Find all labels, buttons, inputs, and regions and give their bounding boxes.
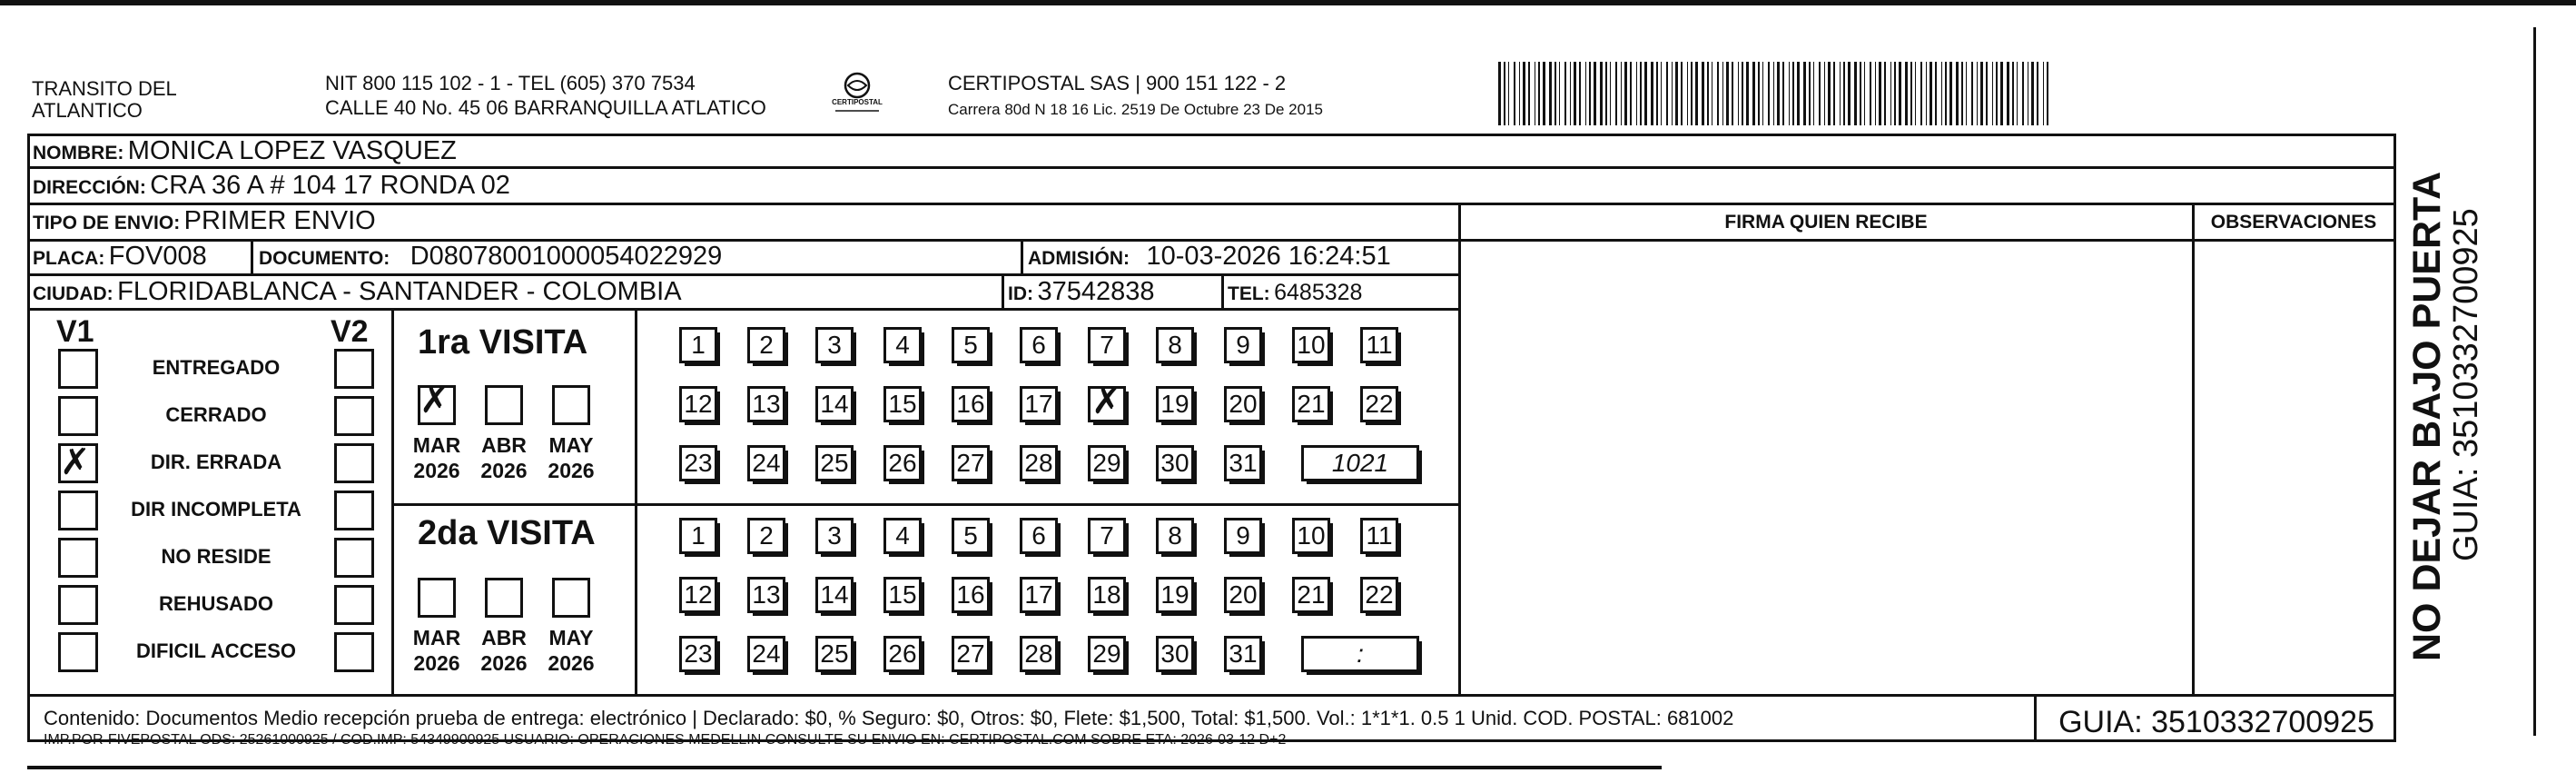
v2-checkbox[interactable]: [334, 538, 374, 578]
v1-checkbox[interactable]: [58, 632, 98, 672]
first-day-box[interactable]: 23: [679, 445, 717, 481]
first-month-box[interactable]: [552, 385, 590, 425]
v1-checkbox[interactable]: [58, 538, 98, 578]
id-label: ID:: [1008, 283, 1033, 304]
first-month-box[interactable]: [485, 385, 523, 425]
first-day-box[interactable]: 20: [1224, 386, 1262, 422]
v1-checkbox[interactable]: [58, 585, 98, 625]
first-day-box[interactable]: 12: [679, 386, 717, 422]
side-warning: NO DEJAR BAJO PUERTA: [2405, 171, 2449, 661]
footer-line2: IMP.POR-FIVEPOSTAL ODS: 25261000925 / COD.IMP: 54349900925 USUARIO: OPERACIONES MEDELLIN CONSULTE SU ENVIO EN: CERTIPOSTAL.COM SOBRE ETA: 2026-03-12 D+2: [44, 732, 1287, 748]
first-day-box[interactable]: 28: [1020, 445, 1058, 481]
first-day-box[interactable]: 8: [1156, 327, 1194, 363]
v2-checkbox[interactable]: [334, 632, 374, 672]
id-field: [1008, 277, 1154, 307]
second-day-box[interactable]: 24: [747, 636, 785, 672]
placa-value: FOV008: [108, 242, 207, 271]
v2-checkbox[interactable]: [334, 585, 374, 625]
second-day-box[interactable]: 17: [1020, 577, 1058, 613]
second-day-box[interactable]: 25: [815, 636, 854, 672]
second-day-box[interactable]: 26: [883, 636, 922, 672]
divider: [2192, 205, 2195, 694]
admision-value: 10-03-2026 16:24:51: [1146, 242, 1391, 271]
second-month-box[interactable]: [418, 578, 456, 618]
ciudad-value: FLORIDABLANCA - SANTANDER - COLOMBIA: [117, 277, 682, 306]
scan-edge-right: [2533, 27, 2536, 736]
first-day-box[interactable]: 5: [952, 327, 990, 363]
barcode: [1498, 62, 2052, 125]
second-month-box[interactable]: [552, 578, 590, 618]
second-day-box[interactable]: 5: [952, 518, 990, 554]
divider: [391, 503, 1461, 506]
courier-line2: Carrera 80d N 18 16 Lic. 2519 De Octubre 23 De 2015: [948, 101, 1323, 118]
second-day-box[interactable]: 21: [1292, 577, 1330, 613]
documento-label: DOCUMENTO:: [259, 248, 390, 269]
second-day-box[interactable]: 23: [679, 636, 717, 672]
first-day-box[interactable]: 9: [1224, 327, 1262, 363]
status-label: ENTREGADO: [152, 356, 281, 379]
first-visit-title: 1ra VISITA: [418, 323, 588, 362]
direccion-value: CRA 36 A # 104 17 RONDA 02: [150, 171, 510, 200]
first-day-box[interactable]: 30: [1156, 445, 1194, 481]
second-day-box[interactable]: 28: [1020, 636, 1058, 672]
second-day-box[interactable]: 10: [1292, 518, 1330, 554]
footer-line1: Contenido: Documentos Medio recepción prueba de entrega: electrónico | Declarado: $0, % Seguro: $0, Otros: $0, Flete: $1,500, Total: $1,500. Vol.: 1*1*1. 0.5 1 Unid. COD. POSTAL: 681002: [44, 707, 1734, 729]
first-day-box[interactable]: 31: [1224, 445, 1262, 481]
first-day-box[interactable]: 16: [952, 386, 990, 422]
first-day-box[interactable]: 3: [815, 327, 854, 363]
second-day-box[interactable]: 31: [1224, 636, 1262, 672]
org-name-line2: ATLANTICO: [32, 99, 143, 122]
second-day-box[interactable]: 7: [1088, 518, 1126, 554]
first-day-box[interactable]: 27: [952, 445, 990, 481]
divider: [635, 308, 637, 694]
second-month-label: MAY 2026: [548, 626, 595, 675]
divider: [27, 694, 2396, 697]
second-day-box[interactable]: 29: [1088, 636, 1126, 672]
second-day-box[interactable]: 18: [1088, 577, 1126, 613]
second-month-label: MAR 2026: [412, 626, 461, 675]
nombre-label: NOMBRE:: [33, 143, 124, 164]
first-day-box[interactable]: 1: [679, 327, 717, 363]
logo-text: CERTIPOSTAL: [832, 98, 883, 106]
admision-field: [1028, 242, 1391, 272]
first-day-box[interactable]: 7: [1088, 327, 1126, 363]
second-day-box[interactable]: 27: [952, 636, 990, 672]
divider: [251, 239, 253, 273]
documento-value: D08078001000054022929: [410, 242, 723, 271]
scan-edge-top: [0, 0, 2576, 5]
second-day-box[interactable]: 15: [883, 577, 922, 613]
second-day-box[interactable]: 3: [815, 518, 854, 554]
divider: [1002, 273, 1004, 308]
placa-field: [33, 242, 207, 272]
second-day-box[interactable]: 2: [747, 518, 785, 554]
tel-label: TEL:: [1228, 283, 1270, 304]
v2-checkbox[interactable]: [334, 443, 374, 483]
observaciones-label: OBSERVACIONES: [2210, 212, 2377, 233]
second-day-box[interactable]: 4: [883, 518, 922, 554]
first-day-box[interactable]: 13: [747, 386, 785, 422]
first-day-box[interactable]: 24: [747, 445, 785, 481]
status-label: DIR. ERRADA: [150, 451, 282, 473]
courier-line1: CERTIPOSTAL SAS | 900 151 122 - 2: [948, 72, 1287, 94]
nit-line1: NIT 800 115 102 - 1 - TEL (605) 370 7534: [325, 72, 696, 94]
divider: [1458, 205, 1461, 694]
tipo-row: [33, 206, 376, 236]
side-guia: GUIA: 3510332700925: [2447, 208, 2485, 561]
documento-field: [259, 242, 722, 272]
second-day-box[interactable]: 8: [1156, 518, 1194, 554]
first-day-box[interactable]: 29: [1088, 445, 1126, 481]
first-day-box[interactable]: 22: [1360, 386, 1398, 422]
footer-guia: GUIA: 3510332700925: [2058, 705, 2374, 739]
second-month-box[interactable]: [485, 578, 523, 618]
first-month-label: MAY 2026: [548, 433, 595, 482]
first-month-mark: ✗: [419, 380, 450, 421]
v2-checkbox[interactable]: [334, 396, 374, 436]
first-day-box[interactable]: 15: [883, 386, 922, 422]
divider: [27, 203, 2396, 205]
v2-checkbox[interactable]: [334, 349, 374, 389]
v1-label: V1: [56, 314, 94, 349]
first-day-box[interactable]: 25: [815, 445, 854, 481]
second-day-box[interactable]: 30: [1156, 636, 1194, 672]
divider: [1021, 239, 1023, 273]
v1-checkbox[interactable]: [58, 349, 98, 389]
second-day-box[interactable]: 14: [815, 577, 854, 613]
admision-label: ADMISIÓN:: [1028, 248, 1130, 269]
first-month-label: ABR 2026: [480, 433, 528, 482]
nit-line2: CALLE 40 No. 45 06 BARRANQUILLA ATLATICO: [325, 96, 766, 119]
second-day-box[interactable]: 11: [1360, 518, 1398, 554]
first-day-box[interactable]: 19: [1156, 386, 1194, 422]
second-time-box[interactable]: :: [1301, 636, 1419, 672]
status-label: REHUSADO: [159, 592, 273, 615]
first-time-box[interactable]: 1021: [1301, 445, 1419, 481]
first-day-box[interactable]: 26: [883, 445, 922, 481]
second-month-label: ABR 2026: [480, 626, 528, 675]
first-day-mark: ✗: [1091, 381, 1122, 422]
nombre-row: [33, 136, 457, 166]
status-label: DIFICIL ACCESO: [135, 639, 296, 662]
ciudad-label: CIUDAD:: [33, 283, 114, 304]
second-day-box[interactable]: 12: [679, 577, 717, 613]
divider: [391, 308, 394, 694]
direccion-label: DIRECCIÓN:: [33, 177, 146, 198]
second-day-box[interactable]: 19: [1156, 577, 1194, 613]
v1-checkbox[interactable]: [58, 491, 98, 530]
certipostal-logo: [830, 71, 884, 118]
second-day-box[interactable]: 22: [1360, 577, 1398, 613]
divider: [27, 308, 1461, 311]
first-day-box[interactable]: 21: [1292, 386, 1330, 422]
v2-label: V2: [331, 314, 369, 349]
v1-checkbox[interactable]: [58, 396, 98, 436]
status-label: DIR INCOMPLETA: [131, 498, 301, 520]
id-value: 37542838: [1037, 277, 1155, 306]
second-day-box[interactable]: 9: [1224, 518, 1262, 554]
tipo-label: TIPO DE ENVIO:: [33, 213, 181, 233]
first-day-box[interactable]: 17: [1020, 386, 1058, 422]
divider: [27, 273, 1461, 276]
tel-value: 6485328: [1274, 280, 1363, 305]
second-day-box[interactable]: 1: [679, 518, 717, 554]
first-day-box[interactable]: 2: [747, 327, 785, 363]
first-day-box[interactable]: 10: [1292, 327, 1330, 363]
tipo-value: PRIMER ENVIO: [183, 206, 376, 235]
scan-edge-bottom: [27, 766, 1662, 769]
placa-label: PLACA:: [33, 248, 105, 269]
second-visit-title: 2da VISITA: [418, 514, 596, 552]
status-label: CERRADO: [165, 403, 267, 426]
second-day-box[interactable]: 13: [747, 577, 785, 613]
ciudad-field: [33, 277, 682, 307]
direccion-row: [33, 171, 510, 201]
second-day-box[interactable]: 20: [1224, 577, 1262, 613]
tel-field: [1228, 280, 1362, 306]
first-month-label: MAR 2026: [412, 433, 461, 482]
status-label: NO RESIDE: [161, 545, 271, 568]
first-day-box[interactable]: 11: [1360, 327, 1398, 363]
divider: [27, 166, 2396, 169]
nombre-value: MONICA LOPEZ VASQUEZ: [127, 136, 457, 165]
second-day-box[interactable]: 6: [1020, 518, 1058, 554]
v2-checkbox[interactable]: [334, 491, 374, 530]
org-name-line1: TRANSITO DEL: [32, 77, 177, 100]
second-day-box[interactable]: 16: [952, 577, 990, 613]
v1-check-mark: ✗: [60, 441, 91, 483]
firma-label: FIRMA QUIEN RECIBE: [1724, 212, 1928, 233]
first-day-box[interactable]: 14: [815, 386, 854, 422]
first-day-box[interactable]: 6: [1020, 327, 1058, 363]
divider: [1221, 273, 1224, 308]
side-text: [2406, 172, 2484, 661]
first-day-box[interactable]: 4: [883, 327, 922, 363]
